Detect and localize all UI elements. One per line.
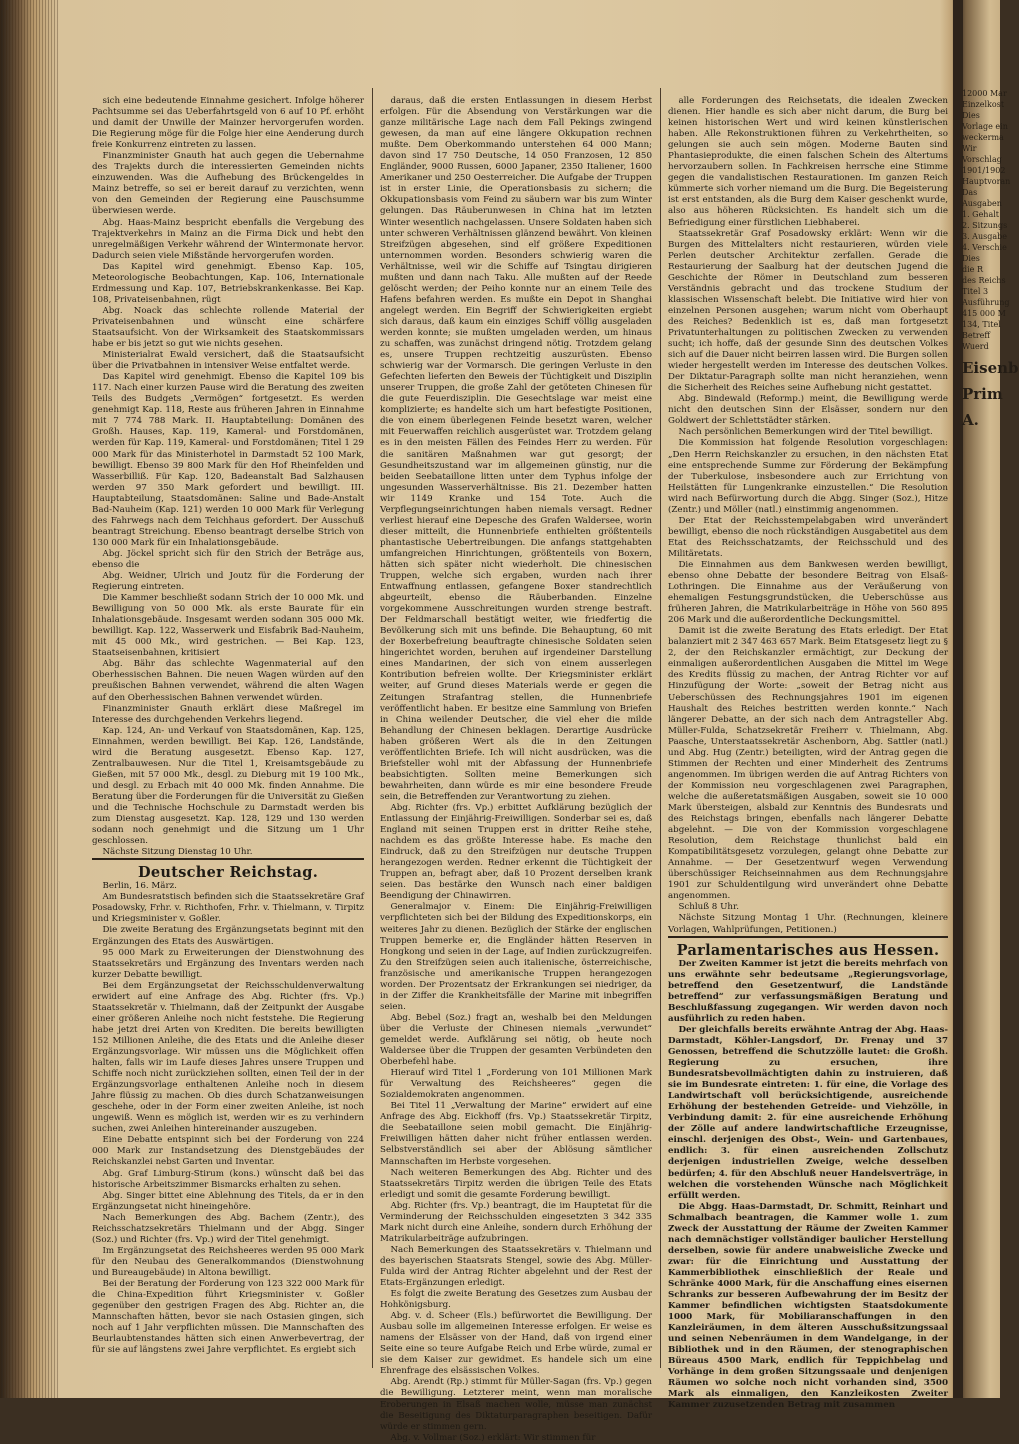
paragraph: Abg. Richter (frs. Vp.) erbittet Aufklärung bezüglich der Entlassung der Einjährig-Freiwilligen. Sonderbar sei es, daß England mit seinen Truppen erst in dritter Reihe stehe, nachdem es das größte Interesse habe. Es mache den Eindruck, daß zu den Streifzügen nur deutsche Truppen herangezogen werden. Redner erkennt die Tüchtigkeit der Truppen an, befragt aber, daß 10 Prozent derselben krank seien. Das bestärke den Wunsch nach einer baldigen Beendigung der Chinawirren. [380, 803, 652, 902]
paragraph: Der Zweiten Kammer ist jetzt die bereits mehrfach von uns erwähnte sehr bedeutsame „Regierungsvorlage, betreffend den Gesetzentwurf, die Landstände betreffend“ zur verfassungsmäßigen Beratung und Beschlußfassung zugegangen. Wir werden davon noch ausführlich zu reden haben. [668, 958, 948, 1024]
paragraph: Schluß 8 Uhr. [678, 902, 739, 913]
paragraph: Die Einnahmen aus dem Bankwesen werden bewilligt, ebenso ohne Debatte der besondere Beitrag von Elsaß-Lothringen. Die Einnahme aus der Veräußerung von ehemaligen Festungsgrundstücken, die Ueberschüsse aus früheren Jahren, die Matrikularbeiträge in Höhe von 560 895 206 Mark und die außerordentliche Deckungsmittel. [668, 559, 948, 626]
column-2-paragraphs [380, 96, 652, 1444]
paragraph: Abg. Bähr das schlechte Wagenmaterial auf den Oberhessischen Bahnen. Die neuen Wagen würden auf den preußischen Bahnen verwendet, während die alten Wagen auf den Oberhessischen Bahnen verwendet würden. [92, 659, 364, 703]
paragraph: Das Kapitel wird genehmigt. Ebenso die Kapitel 109 bis 117. Nach einer kurzen Pause wird die Beratung des zweiten Teils des Budgets „Vermögen“ fortgesetzt. Es werden genehmigt Kap. 118, Reste aus früheren Jahren in Einnahme mit 7 774 788 Mark. II. Hauptabteilung: Domänen des Großh. Hauses, Kap. 119, Kameral- und Forstdomänen, werden für Kap. 119, Kameral- und Forstdomänen; Titel 1 29 000 Mark für das Ministerhotel in Darmstadt 52 100 Mark, bewilligt. Ebenso 39 800 Mark für den Hof Rheinfelden und Wasserbilliß. Für Kap. 120, Badeanstalt Bad Salzhausen werden 97 350 Mark gefordert und bewilligt. III. Hauptabteilung, Staatsdomänen: Saline und Bade-Anstalt Bad-Nauheim (Kap. 121) werden 10 000 Mark für Verlegung des Fahrwegs nach dem Teichhaus gefordert. Der Ausschuß beantragt Streichung. Ebenso beantragt derselbe Strich von 130 000 Mark für ein Inhalationsgebäude. [92, 372, 364, 548]
adjacent-page-line: Titel 3 [962, 287, 989, 296]
adjacent-page-footer: A. [962, 411, 979, 429]
paragraph: Nächste Sitzung Dienstag 10 Uhr. [102, 847, 253, 858]
adjacent-page-line: 4. Verschie [962, 243, 1007, 252]
adjacent-page-line: Wir [962, 144, 977, 153]
paragraph: Am Bundesratstisch befinden sich die Staatssekretäre Graf Posadowsky, Frhr. v. Richthofen, Frhr. v. Thielmann, v. Tirpitz und Kriegsminister v. Goßler. [92, 892, 364, 925]
paragraph: Die Kommission hat folgende Resolution vorgeschlagen: „Den Herrn Reichskanzler zu ersuchen, in den nächsten Etat eine entsprechende Summe zur Förderung der Bekämpfung der Tuberkulose, insbesondere auch zur Errichtung von Heilstätten für Lungenkranke einzustellen.“ Die Resolution wird nach Befürwortung durch die Abgg. Singer (Soz.), Hitze (Zentr.) und Möller (natl.) einstimmig angenommen. [668, 438, 948, 515]
adjacent-page-line: 415 000 M [962, 309, 1006, 318]
paragraph: Der Etat der Reichsstempelabgaben wird unverändert bewilligt, ebenso die noch rückständigen Ausgabetitel aus dem Etat des Reichsschatzamts, der Reichsschuld und des Militäretats. [668, 515, 948, 559]
paragraph: sich eine bedeutende Einnahme gesichert. Infolge höherer Pachtsumme sei das Ueberfahrtsgeld von 6 auf 10 Pf. erhöht und damit der Unwille der Mainzer hervorgerufen worden. Die Regierung möge für die Folge hier eine Aenderung durch freie Konkurrenz eintreten zu lassen. [92, 96, 364, 151]
paragraph: Im Ergänzungsetat des Reichsheeres werden 95 000 Mark für den Neubau des Generalkommandos (Dienstwohnung und Bureaugebäude) in Altona bewilligt. [92, 1245, 364, 1278]
paragraph: Damit ist die zweite Beratung des Etats erledigt. Der Etat balanziert mit 2 347 463 657 Mark. Beim Etatsgesetz liegt zu § 2, der den Reichskanzler ermächtigt, zur Deckung der einmaligen außerordentlichen Ausgaben die Mittel im Wege des Kredits flüssig zu machen, der Antrag Richter vor auf Hinzufügung der Worte: „soweit der Betrag nicht aus Ueberschüssen des Rechnungsjahres 1901 im eigenen Haushalt des Reiches bestritten werden konnte.“ Nach längerer Debatte, an der sich nach dem Antragsteller Abg. Müller-Fulda, Schatzsekretär Freiherr v. Thielmann, Abg. Paasche, Unterstaatssekretär Aschenborn, Abg. Sattler (natl.) und Abg. Hug (Zentr.) beteiligten, wird der Antrag gegen die Stimmen der Rechten und einer Minderheit des Zentrums angenommen. Im übrigen werden die auf Antrag Richters von der Kommission neu vorgeschlagenen zwei Paragraphen, welche die außeretatsmäßigen Ausgaben, soweit sie 10 000 Mark übersteigen, alsbald zur Kenntnis des Bundesrats und des Reichstags bringen, ebenfalls nach längerer Debatte abgelehnt. — Die von der Kommission vorgeschlagene Resolution, dem Reichstage thunlichst bald ein Kompatibilitätsgesetz vorzulegen, gelangt ohne Debatte zur Annahme. — Der Gesetzentwurf wegen Verwendung überschüssiger Reichseinnahmen aus dem Rechnungsjahre 1901 zur Schuldentilgung wird unverändert ohne Debatte angenommen. [668, 626, 948, 902]
paragraph: Eine Debatte entspinnt sich bei der Forderung von 224 000 Mark zur Instandsetzung des Dienstgebäudes der Reichskanzlei nebst Garten und Inventar. [92, 1135, 364, 1168]
paragraph: Staatssekretär Graf Posadowsky erklärt: Wenn wir die Burgen des Mittelalters nicht restaurieren, würden viele Perlen deutscher Architektur zerfallen. Gerade die Restaurierung der Saalburg hat der deutschen Jugend die Geschichte der Römer in Deutschland zum besseren Verständnis gebracht und das trockene Studium der klassischen Wissenschaft belebt. Die Initiative wird hier von einzelnen Personen ausgehen; warum nicht vom Oberhaupt des Reiches? Bedenklich ist es, daß man fortgesetzt Privatunterhaltungen zu politischen Zwecken zu verwenden sucht; ich hoffe, daß der gesunde Sinn des deutschen Volkes sich auf die Dauer nicht beirren lassen wird. Die Burgen sollen wieder hergestellt werden im Interesse des deutschen Volkes. Der Diktatur-Paragraph sollte man nicht heranziehen, wenn die Sicherheit des Reiches seine Aufhebung nicht gestattet. [668, 228, 948, 394]
paragraph: Nächste Sitzung Montag 1 Uhr. (Rechnungen, kleinere Vorlagen, Wahlprüfungen, Petitionen.) [668, 913, 948, 935]
paragraph: alle Forderungen des Reichsetats, die idealen Zwecken dienen. Hier handle es sich aber nicht darum, die Burg bei keinen historischen Wert und wird keinen künstlerischen haben. Alle Rekonstruktionen führen zu Verkehrtheiten, so gelungen sie auch sein mögen. Moderne Bauten sind Phantasieprodukte, die einen falschen Schein des Altertums hervorzaubern sollen. In Fachkreisen herrsche eine Stimme gegen die vandalistischen Restaurationen. Im ganzen Reich kümmerte sich vorher niemand um die Burg. Die Begeisterung ist erst entstanden, als die Burg dem Kaiser geschenkt wurde, also aus höheren Rücksichten. Es handelt sich um die Befriedigung einer fürstlichen Liebhaberei. [668, 96, 948, 228]
adjacent-page-line: Das [962, 188, 978, 197]
paragraph: Die zweite Beratung des Ergänzungsetats beginnt mit den Ergänzungen des Etats des Auswärtigen. [92, 925, 364, 947]
paragraph: daraus, daß die ersten Entlassungen in diesem Herbst erfolgen. Für die Absendung von Verstärkungen war die ganze militärische Lage nach dem Fall Pekings zwingend gewesen, da man auf eine längere Okkupation rechnen mußte. Dem Oberkommando unterstehen 64 000 Mann; davon sind 17 750 Deutsche, 14 050 Franzosen, 12 850 Engländer, 9000 Russen, 6000 Japaner, 2350 Italiener, 1600 Amerikaner und 250 Oesterreicher. Die Aufgabe der Truppen ist in erster Linie, die Operationsbasis zu sichern; die Okkupationsbasis vom Feind zu säubern war bis zum Winter gelungen. Das Räuberunwesen in China hat im letzten Winter wesentlich nachgelassen. Unsere Soldaten haben sich unter schweren Verhältnissen glänzend bewährt. Von kleinen Streifzügen abgesehen, sind elf größere Expeditionen unternommen worden. Besonders schwierig waren die Verhältnisse, weil wir die Schiffe auf Tsingtau dirigieren mußten und dann nach Taku. Alle mußten auf der Reede gelöscht werden; der Peiho konnte nur an einem Teile des Hafens befahren werden. Es mußte ein Depot in Shanghai angelegt werden. Ein Begriff der Schwierigkeiten ergiebt sich daraus, daß kaum ein einziges Schiff völlig ausgeladen werden konnte; sie mußten umgeladen werden, um hinaus zu schaffen, was zunächst dringend nötig. Trotzdem gelang es, unsere Truppen rechtzeitig auszurüsten. Ebenso schwierig war der Vormarsch. Die geringen Verluste in den Gefechten lieferten den Beweis der Tüchtigkeit und Disziplin unserer Truppen, die große Zahl der getöteten Chinesen für die gute Feuerdisziplin. Die Gesechtslage war meist eine komplizierte; es handelte sich um hart befestigte Positionen, die von einem überlegenen Feinde besetzt waren, welcher mit Feuerwaffen reichlich ausgerüstet war. Trotzdem gelang es in den meisten Fällen des Feindes Herr zu werden. Für die sanitären Maßnahmen war gut gesorgt; der Gesundheitszustand war im allgemeinen günstig, nur die beiden Seebataillone litten unter dem Typhus infolge der ungesunden Wasserverhältnisse. Bis 21. Dezember hatten wir 1149 Kranke und 154 Tote. Auch die Verpflegungseinrichtungen haben niemals versagt. Redner verliest hierauf eine Depesche des Grafen Waldersee, worin dieser mitteilt, die Hunnenbriefe enthielten größtenteils phantastische Uebertreibungen. Die anfangs stattgehabten umfangreichen Hinrichtungen, größtenteils von Boxern, hätten sich später nicht wiederholt. Die chinesischen Truppen, welche sich ergaben, wurden nach ihrer Entwaffnung entlassen, gefangene Boxer standrechtlich abgeurteilt, ebenso die Räuberbanden. Einzelne vorgekommene Ausschreitungen wurden strenge bestraft. Der Feldmarschall bestätigt weiter, wie friedfertig die Bevölkerung sich mit uns befinde. Die Behauptung, 60 mit der Boxerbefreiung beauftragte chinesische Soldaten seien hingerichtet worden, beruhen auf irgendeiner Darstellung eines Mandarinen, der sich von einem ausserlegen Kontribution befreien wollte. Der Kriegsminister erklärt weiter, auf Grund dieses Materials werde er gegen die Zeitungen Strafantrag stellen, die Hunnenbriefe veröffentlicht haben. Er besitze eine Sammlung von Briefen in China weilender Deutscher, die viel eher die milde Behandlung der Chinesen beklagen. Derartige Ausdrücke haben größeren Wert als die in den Zeitungen veröffentlichten Briefe. Ich will nicht ausdrücken, was die Briefsteller wohl mit der Abfassung der Hunnenbriefe beabsichtigten. Sollten meine Bemerkungen sich bewahrheiten, dann würde es mir eine besondere Freude sein, die Betreffenden zur Verantwortung zu ziehen. [380, 96, 652, 802]
adjacent-page-line: 3. Ausgabe [962, 232, 1007, 241]
adjacent-page-line: Ausführung [962, 298, 1010, 307]
adjacent-page-line: 1. Gehalt [962, 210, 999, 219]
paragraph: Abg. Graf Limburg-Stirum (kons.) wünscht daß bei das historische Arbeitszimmer Bismarcks erhalten zu sehen. [92, 1168, 364, 1190]
adjacent-page-heading: Eisenb [962, 359, 1019, 377]
paragraph: Die Abgg. Haas-Darmstadt, Dr. Schmitt, Reinhart und Schmalbach beantragen, die Kammer wolle 1. zum Zweck der Ausstattung der Räume der Zweiten Kammer nach demnächstiger vollständiger baulicher Herstellung derselben, sowie für andere unabweisliche Zwecke und zwar: für die Einrichtung und Ausstattung der Kammerbibliothek einschließlich der Reale und Schränke 4000 Mark, für die Anschaffung eines eisernen Schranks zur besseren Aufbewahrung der im Besitz der Kammer befindlichen wichtigsten Staatsdokumente 1000 Mark, für Mobiliaranschaffungen in den Kanzleiräumen, in dem älteren Ausschußsitzungssaal und seinen Nebenräumen in dem Wandelgange, in der Bibliothek und in den Räumen, der stenographischen Büreaus 4500 Mark, endlich für Teppichbelag und Vorhänge in dem großen Sitzungssaale und denjenigen Räumen wo solche noch nicht vorhanden sind, 3500 Mark als einmaligen, den Kanzleikosten Zweiter Kammer zuzusetzenden Betrag mit zusammen [668, 1201, 948, 1411]
paragraph: Nach persönlichen Bemerkungen wird der Titel bewilligt. [678, 427, 933, 438]
paragraph: Bei Titel 11 „Verwaltung der Marine“ erwidert auf eine Anfrage des Abg. Eickhoff (frs. Vp.) Staatssekretär Tirpitz, die Seebataillone seien mobil gemacht. Die Einjährig-Freiwilligen hätten daher nicht früher entlassen werden. Selbstverständlich sei aber der Ablösung sämtlicher Mannschaften im Herbste vorgesehen. [380, 1101, 652, 1167]
paragraph: Nach weiteren Bemerkungen des Abg. Richter und des Staatssekretärs Tirpitz werden die übrigen Teile des Etats erledigt und somit die gesamte Forderung bewilligt. [380, 1167, 652, 1200]
adjacent-page-strip [962, 88, 1019, 1368]
column-1-bottom-paragraphs [92, 892, 364, 1356]
hessen-section [668, 936, 948, 959]
paragraph: Bei dem Ergänzungsetat der Reichsschuldenverwaltung erwidert auf eine Anfrage des Abg. Richter (frs. Vp.) Staatssekretär v. Thielmann, daß der Zeitpunkt der Ausgabe einer größeren Anleihe noch nicht feststehe. Die Regierung habe jetzt drei Arten von Krediten. Die bereits bewilligten 152 Millionen Anleihe, die des Etats und die Anleihe dieser Ergänzungsvorlage. Wir müssen uns die Möglichkeit offen halten, falls wir im Laufe dieses Jahres unsere Truppen und Schiffe noch nicht zurückziehen sollten, einen Teil der in der Ergänzungsvorlage enthaltenen Anleihe noch in diesem Jahre flüssig zu machen. Ob dies durch Schatzanweisungen geschehe, oder in der Form einer zweiten Anleihe, ist noch ungewiß. Wenn es möglich ist, werden wir es zu verhindern suchen, zwei Anleihen hintereinander auszugeben. [92, 980, 364, 1135]
paragraph: Der gleichfalls bereits erwähnte Antrag der Abg. Haas-Darmstadt, Köhler-Langsdorf, Dr. Frenay und 37 Genossen, betreffend die Schutzzölle lautet: die Großh. Regierung zu ersuchen, ihre Bundesratsbevollmächtigten dahin zu instruieren, daß sie im Bundesrate eintreten: 1. für eine, die Vorlage des Landwirtschaft voll berücksichtigende, ausreichende Erhöhung der bestehenden Getreide- und Viehzölle, in Verbindung damit: 2. für eine ausreichende Erhöhung der Zölle auf andere landwirtschaftliche Erzeugnisse, einschl. derjenigen des Obst-, Wein- und Gartenbaues, endlich: 3. für einen ausreichenden Zollschutz derjenigen industriellen Zweige, welche desselben bedürfen; 4. für den Abschluß neuer Handelsverträge, in welchen die vorstehenden Wünsche nach Möglichkeit erfüllt werden. [668, 1024, 948, 1201]
paragraph: Es folgt die zweite Beratung des Gesetzes zum Ausbau der Hohkönigsburg. [380, 1289, 652, 1311]
adjacent-page-line: des Reichs [962, 276, 1006, 285]
paragraph: Ministerialrat Ewald versichert, daß die Staatsaufsicht über die Privatbahnen in intensiver Weise entfaltet werde. [92, 350, 364, 372]
adjacent-page-line: weckerma [962, 133, 1004, 142]
newspaper-page [92, 88, 948, 1443]
column-3 [668, 96, 948, 1411]
adjacent-page-line: 12000 Mar [962, 89, 1007, 98]
paragraph: Abg. Richter (frs. Vp.) beantragt, die im Hauptetat für die Verminderung der Reichsschulden eingesetzten 3 342 335 Mark nicht durch eine Anleihe, sondern durch Erhöhung der Matrikularbeiträge aufzubringen. [380, 1200, 652, 1244]
paragraph: 95 000 Mark zu Erweiterungen der Dienstwohnung des Staatssekretärs und Ergänzung des Inventars werden nach kurzer Debatte bewilligt. [92, 947, 364, 980]
column-rule [660, 88, 661, 1368]
paragraph: Abg. Bindewald (Reformp.) meint, die Bewilligung werde nicht den deutschen Sinn der Elsässer, sondern nur den Goldwert der Schlettstädter stärken. [668, 394, 948, 427]
paragraph: Abg. Arendt (Rp.) stimmt für Müller-Sagan (frs. Vp.) gegen die Bewilligung. Letzterer meint, wenn man moralische Eroberungen in Elsaß machen wolle, müsse man zunächst die Beseitigung des Diktaturparagraphen beseitigen. Dafür würde er stimmen gern. [380, 1377, 652, 1432]
paragraph: Abg. Jöckel spricht sich für den Strich der Beträge aus, ebenso die [92, 548, 364, 570]
column-3-top-paragraphs [668, 96, 948, 936]
paragraph: Abg. Bebel (Soz.) fragt an, weshalb bei den Meldungen über die Verluste der Chinesen niemals „verwundet“ gemeldet werde. Aufklärung sei nötig, ob heute noch Waldersee über die Truppen der gesamten Verbündeten den Oberbefehl habe. [380, 1012, 652, 1068]
adjacent-page-line: Betreff [962, 331, 991, 340]
paragraph: Abg. Haas-Mainz bespricht ebenfalls die Vergebung des Trajektverkehrs in Mainz an die Firma Dick und hebt den unregelmäßigen Verkehr während der Wintermonate hervor. Dadurch seien viele Mißstände hervorgerufen worden. [92, 217, 364, 261]
paragraph: Das Kapitel wird genehmigt. Ebenso Kap. 105, Meteorologische Beobachtungen, Kap. 106, Internationale Erdmessung und Kap. 107, Betriebskrankenkasse. Bei Kap. 108, Privateisenbahnen, rügt [92, 261, 364, 305]
paragraph: Nach Bemerkungen des Abg. Bachem (Zentr.), des Reichsschatzsekretärs Thielmann und der Abgg. Singer (Soz.) und Richter (frs. Vp.) wird der Titel genehmigt. [92, 1212, 364, 1245]
paragraph: Finanzminister Gnauth hat auch gegen die Uebernahme des Trajekts durch die interessierten Gemeinden nichts einzuwenden. Was die Aufhebung des Brückengeldes in Mainz betreffe, so sei er bereit darauf zu verzichten, wenn von den Gemeinden der Regierung eine Pauschsumme überwiesen werde. [92, 151, 364, 217]
adjacent-page-line: 2. Sitzungs [962, 221, 1008, 230]
adjacent-page-line: Hauptvoran [962, 177, 1011, 186]
adjacent-page-line: 134, Titel [962, 320, 1001, 329]
adjacent-page-heading: Prim [962, 385, 1003, 403]
paragraph: Abg. v. d. Scheer (Els.) befürwortet die Bewilligung. Der Ausbau solle im allgemeinen Interesse erfolgen. Er weise es namens der Elsässer von der Hand, daß von irgend einer Seite eine so teure Aufgabe Reich und Erbe würde, zumal er sie dem Kaiser zur gewidmet. Es handele sich um eine Ehrenfrage des elsässischen Volkes. [380, 1311, 652, 1377]
adjacent-page-line: Vorlage ein [962, 122, 1008, 131]
dateline: Berlin, 16. März. [102, 881, 177, 892]
section-heading-reichstag: Deutscher Reichstag. [137, 864, 319, 882]
paragraph: Kap. 124, An- und Verkauf von Staatsdomänen, Kap. 125, Einnahmen, werden bewilligt. Bei Kap. 126, Landstände, wird die Beratung ausgesetzt. Ebenso Kap. 127, Zentralbauwesen. Nur die Titel 1, Kreisamtsgebäude zu Gießen, mit 57 000 Mk., desgl. zu Dieburg mit 19 100 Mk., und desgl. zu Erbach mit 40 000 Mk. finden Annahme. Die Beratung über die Forderungen für die Universität zu Gießen und die Technische Hochschule zu Darmstadt werden bis zum Dienstag ausgesetzt. Kap. 128, 129 und 130 werden sodann noch genehmigt und die Sitzung um 1 Uhr geschlossen. [92, 725, 364, 847]
book-spine [0, 0, 60, 1398]
paragraph: Nach Bemerkungen des Staatssekretärs v. Thielmann und des bayerischen Staatsrats Stengel, sowie des Abg. Müller-Fulda wird der Antrag Richter abgelehnt und der Rest der Etats-Ergänzungen erledigt. [380, 1244, 652, 1289]
section-heading-hessen: Parlamentarisches aus Hessen. [676, 941, 940, 959]
column-rule [372, 88, 373, 1368]
adjacent-page-line: Dies [962, 254, 980, 263]
adjacent-page-line: Dies [962, 111, 980, 120]
adjacent-page-line: Ausgaben [962, 199, 1002, 208]
paragraph: Hierauf wird Titel 1 „Forderung von 101 Millionen Mark für Verwaltung des Reichsheeres“ gegen die Sozialdemokraten angenommen. [380, 1068, 652, 1101]
adjacent-page-lines [962, 88, 1011, 352]
column-1 [92, 96, 364, 1364]
paragraph: Abg. Singer bittet eine Ablehnung des Titels, da er in den Ergänzungsetat nicht hineingehöre. [92, 1190, 364, 1212]
adjacent-page-line: Wuerd [962, 342, 989, 351]
adjacent-page-line: die R [962, 265, 983, 274]
paragraph: Abg. v. Vollmar (Soz.) erklärt: Wir stimmen für [390, 1432, 596, 1443]
column-1-top-paragraphs [92, 96, 364, 858]
reichstag-section [92, 858, 364, 892]
column-3-bottom-paragraphs [668, 959, 948, 1412]
paragraph: Finanzminister Gnauth erklärt diese Maßregel im Interesse des durchgehenden Verkehrs liegend. [92, 703, 364, 725]
paragraph: Bei der Beratung der Forderung von 123 322 000 Mark für die China-Expedition führt Kriegsminister v. Goßler gegenüber den gestrigen Fragen des Abg. Richter an, die Mannschaften hätten, bevor sie nach Ostasien gingen, sich noch auf 1 Jahr verpflichten müssen. Die Mannschaften des Beurlaubtenstandes hätten sich einen Anwerbevertrag, der für sie auf längstens zwei Jahre verpflichtet. Es ergiebt sich [92, 1278, 364, 1356]
adjacent-page-line: Vorschlag [962, 155, 1002, 164]
paragraph: Die Kammer beschließt sodann Strich der 10 000 Mk. und Bewilligung von 50 000 Mk. als erste Baurate für ein Inhalationsgebäude. Insgesamt werden sodann 305 000 Mk. bewilligt. Kap. 122, Wasserwerk und Eisfabrik Bad-Nauheim, mit 45 000 Mk., wird gestrichen. — Bei Kap. 123, Staatseisenbahnen, kritisiert [92, 593, 364, 659]
paragraph: Abg. Noack das schlechte rollende Material der Privateisenbahnen und wünscht eine schärfere Staatsaufsicht. Von der Wirksamkeit des Staatskommissars habe er bis jetzt so gut wie nichts gesehen. [92, 305, 364, 350]
paragraph: Generalmajor v. Einem: Die Einjährig-Freiwilligen verpflichteten sich bei der Bildung des Expeditionskorps, ein weiteres Jahr zu dienen. Bezüglich der Stärke der englischen Truppen bemerke er, die Engländer hätten Reserven in Hongkong und seien in der Lage, auf Indien zurückzugreifen. Zu den Streifzügen seien auch italienische, österreichische, französische und amerikanische Truppen herangezogen worden. Der Prozentsatz der Erkrankungen sei niedriger, da in der Ziffer die Krankheitsfälle der Marine mit inbegriffen seien. [380, 902, 652, 1012]
adjacent-page-line: Einzelkost [962, 100, 1005, 109]
column-2 [380, 96, 652, 1443]
paragraph: Abg. Weidner, Ulrich und Joutz für die Forderung der Regierung eintreten. [92, 571, 364, 593]
adjacent-page-line: 1901/1902 [962, 166, 1006, 175]
